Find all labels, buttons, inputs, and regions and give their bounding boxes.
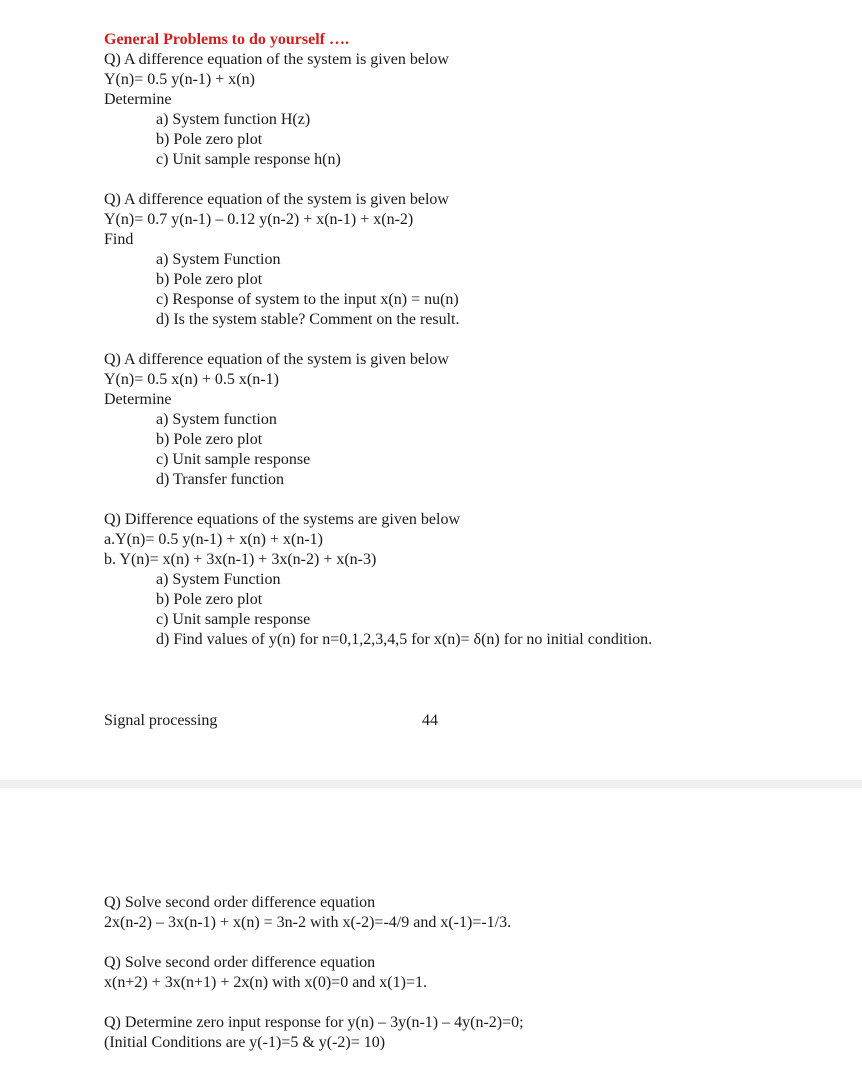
q2-equation: Y(n)= 0.7 y(n-1) – 0.12 y(n-2) + x(n-1) + x(n-2) (104, 211, 414, 228)
q2-part-c: c) Response of system to the input x(n) = nu(n) (156, 291, 459, 308)
q1-part-a: a) System function H(z) (156, 111, 311, 128)
q3-part-a: a) System function (156, 411, 277, 428)
q2-part-b: b) Pole zero plot (156, 271, 263, 288)
q4-part-b: b) Pole zero plot (156, 591, 263, 608)
q3-part-c: c) Unit sample response (156, 451, 311, 468)
q1-verb: Determine (104, 91, 172, 108)
q2-part-d: d) Is the system stable? Comment on the result. (156, 311, 460, 328)
q4-part-d: d) Find values of y(n) for n=0,1,2,3,4,5 for x(n)= δ(n) for no initial condition. (156, 631, 653, 648)
q6-intro: Q) Solve second order difference equation (104, 954, 376, 971)
q5-intro: Q) Solve second order difference equation (104, 894, 376, 911)
q1-equation: Y(n)= 0.5 y(n-1) + x(n) (104, 71, 255, 88)
q4-equation-a: a.Y(n)= 0.5 y(n-1) + x(n) + x(n-1) (104, 531, 324, 548)
q7-conditions: (Initial Conditions are y(-1)=5 & y(-2)= 10) (104, 1034, 386, 1051)
q3-verb: Determine (104, 391, 172, 408)
q1-intro: Q) A difference equation of the system is given below (104, 51, 449, 68)
q3-part-d: d) Transfer function (156, 471, 284, 488)
q5-equation: 2x(n-2) – 3x(n-1) + x(n) = 3n-2 with x(-2)=-4/9 and x(-1)=-1/3. (104, 914, 512, 931)
q4-part-c: c) Unit sample response (156, 611, 311, 628)
q4-part-a: a) System Function (156, 571, 281, 588)
q4-intro: Q) Difference equations of the systems are given below (104, 511, 461, 528)
q3-part-b: b) Pole zero plot (156, 431, 263, 448)
q7-intro: Q) Determine zero input response for y(n) – 3y(n-1) – 4y(n-2)=0; (104, 1014, 524, 1031)
q2-part-a: a) System Function (156, 251, 281, 268)
footer-page-number: 44 (422, 712, 438, 729)
q2-verb: Find (104, 231, 134, 248)
page-heading: General Problems to do yourself …. (104, 31, 350, 48)
document-page-2 (0, 788, 862, 1080)
q1-part-c: c) Unit sample response h(n) (156, 151, 341, 168)
q1-part-b: b) Pole zero plot (156, 131, 263, 148)
q2-intro: Q) A difference equation of the system is given below (104, 191, 449, 208)
footer-title: Signal processing (104, 712, 218, 729)
page-separator (0, 780, 862, 788)
q3-intro: Q) A difference equation of the system is given below (104, 351, 449, 368)
q6-equation: x(n+2) + 3x(n+1) + 2x(n) with x(0)=0 and x(1)=1. (104, 974, 427, 991)
q3-equation: Y(n)= 0.5 x(n) + 0.5 x(n-1) (104, 371, 279, 388)
q4-equation-b: b. Y(n)= x(n) + 3x(n-1) + 3x(n-2) + x(n-3) (104, 551, 377, 568)
